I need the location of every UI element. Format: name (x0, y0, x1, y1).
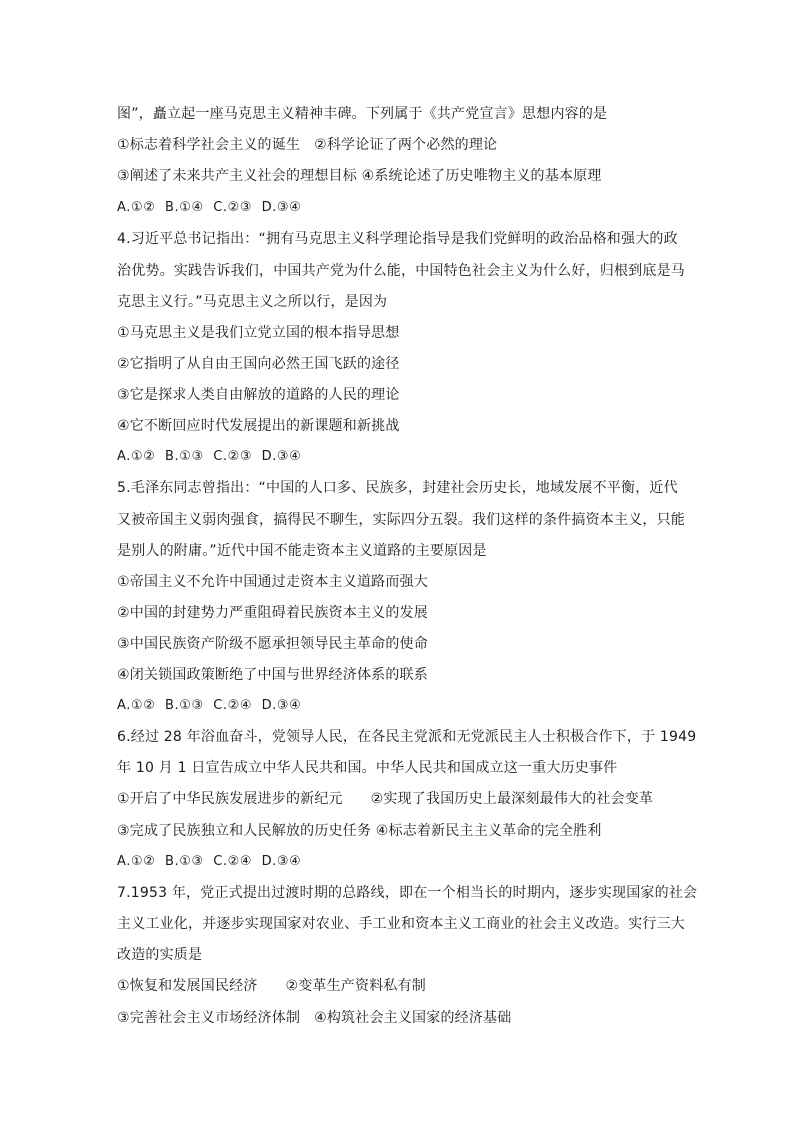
q7-stem-line-2: 主义工业化，并逐步实现国家对农业、手工业和资本主义工商业的社会主义改造。实行三大 (117, 916, 685, 932)
q5-stem-line-3: 是别人的附庸。”近代中国不能走资本主义道路的主要原因是 (117, 543, 487, 559)
q4-stem-line-1: 4.习近平总书记指出：“拥有马克思主义科学理论指导是我们党鲜明的政治品格和强大的政 (117, 231, 678, 247)
q6-answer-options: A.①② B.①③ C.②④ D.③④ (117, 854, 302, 869)
q4-statement-1: ①马克思主义是我们立党立国的根本指导思想 (117, 325, 400, 341)
q4-answer-options: A.①② B.①③ C.②③ D.③④ (117, 449, 302, 464)
q5-statement-4: ④闭关锁国政策断绝了中国与世界经济体系的联系 (117, 667, 428, 683)
q4-stem-line-3: 克思主义行。”马克思主义之所以行，是因为 (117, 294, 388, 310)
q6-statements-1-2: ①开启了中华民族发展进步的新纪元 ②实现了我国历史上最深刻最伟大的社会变革 (117, 791, 654, 807)
q4-statement-4: ④它不断回应时代发展提出的新课题和新挑战 (117, 418, 400, 434)
q4-statement-2: ②它指明了从自由王国向必然王国飞跃的途径 (117, 356, 400, 372)
q4-statement-3: ③它是探求人类自由解放的道路的人民的理论 (117, 387, 400, 403)
q5-statement-3: ③中国民族资产阶级不愿承担领导民主革命的使命 (117, 636, 428, 652)
q5-statement-2: ②中国的封建势力严重阻碍着民族资本主义的发展 (117, 605, 428, 621)
q5-statement-1: ①帝国主义不允许中国通过走资本主义道路而强大 (117, 574, 428, 590)
q3-stem-continued: 图”，矗立起一座马克思主义精神丰碑。下列属于《共产党宣言》思想内容的是 (117, 106, 608, 122)
q5-answer-options: A.①② B.①③ C.②④ D.③④ (117, 698, 302, 713)
q7-statements-3-4: ③完善社会主义市场经济体制 ④构筑社会主义国家的经济基础 (117, 1010, 512, 1026)
q4-stem-line-2: 治优势。实践告诉我们，中国共产党为什么能，中国特色社会主义为什么好，归根到底是马 (117, 263, 685, 279)
q5-stem-line-2: 又被帝国主义弱肉强食，搞得民不聊生，实际四分五裂。我们这样的条件搞资本主义，只能 (117, 512, 685, 528)
q6-statements-3-4: ③完成了民族独立和人民解放的历史任务 ④标志着新民主主义革命的完全胜利 (117, 823, 602, 839)
q6-stem-line-2: 年 10 月 1 日宣告成立中华人民共和国。中华人民共和国成立这一重大历史事件 (117, 760, 618, 776)
q3-statements-3-4: ③阐述了未来共产主义社会的理想目标 ④系统论述了历史唯物主义的基本原理 (117, 168, 602, 184)
q7-stem-line-3: 改造的实质是 (117, 947, 203, 963)
q7-stem-line-1: 7.1953 年，党正式提出过渡时期的总路线，即在一个相当长的时期内，逐步实现国家的社会 (117, 885, 698, 901)
q3-answer-options: A.①② B.①④ C.②③ D.③④ (117, 200, 302, 215)
q7-statements-1-2: ①恢复和发展国民经济 ②变革生产资料私有制 (117, 978, 427, 994)
q3-statements-1-2: ①标志着科学社会主义的诞生 ②科学论证了两个必然的理论 (117, 137, 498, 153)
q6-stem-line-1: 6.经过 28 年浴血奋斗，党领导人民，在各民主党派和无党派民主人士积极合作下，于 1949 (117, 729, 697, 745)
q5-stem-line-1: 5.毛泽东同志曾指出：“中国的人口多、民族多，封建社会历史长，地域发展不平衡，近代 (117, 480, 678, 496)
